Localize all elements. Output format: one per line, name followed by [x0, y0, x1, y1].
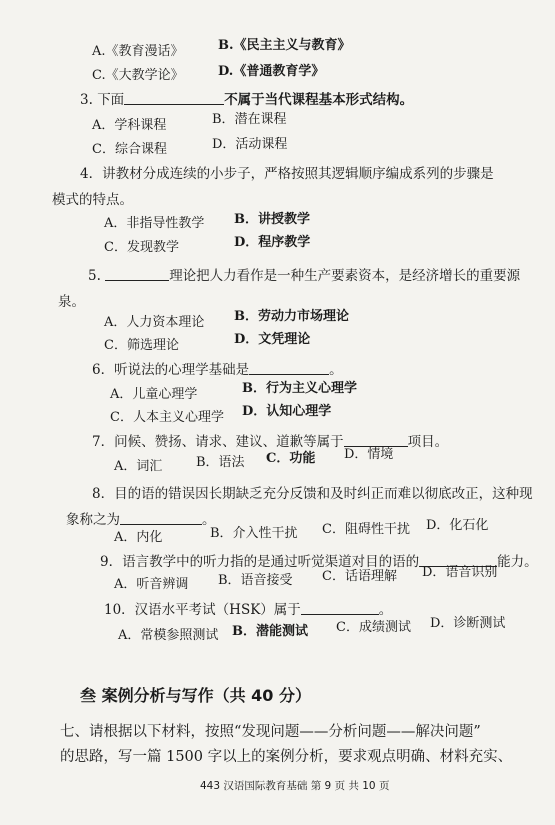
q5-option-a: A．人力资本理论: [104, 315, 205, 330]
q6-option-c: C．人本主义心理学: [110, 410, 224, 425]
q7-option-a: A．词汇: [114, 459, 163, 474]
q8-option-d: D．化石化: [426, 518, 489, 533]
q10-option-c: C．成绩测试: [336, 620, 411, 635]
q8-option-b: B．介入性干扰: [210, 526, 298, 541]
question-4-line-2: 模式的特点。: [52, 192, 133, 208]
q8-option-c: C．阻碍性干扰: [322, 522, 410, 537]
q4-option-d: D．程序教学: [234, 235, 311, 250]
q3-option-d: D．活动课程: [212, 137, 288, 152]
q5-option-b: B．劳动力市场理论: [234, 309, 349, 324]
essay-prompt-line-2: 的思路，写一篇 1500 字以上的案例分析，要求观点明确、材料充实、: [60, 749, 513, 765]
q4-option-b: B．讲授教学: [234, 212, 310, 227]
q9-option-d: D．语音识别: [422, 565, 498, 580]
question-10: 10．汉语水平考试（HSK）属于 。: [104, 602, 393, 618]
question-5-line-2: 泉。: [58, 294, 85, 310]
q5-option-c: C．筛选理论: [104, 338, 179, 353]
q7-option-c: C．功能: [266, 451, 316, 466]
q6-option-a: A．儿童心理学: [110, 387, 198, 402]
q6-option-d: D．认知心理学: [242, 404, 332, 419]
q6-option-b: B．行为主义心理学: [242, 381, 357, 396]
question-9: 9．语言教学中的听力指的是通过听觉渠道对目的语的 能力。: [100, 554, 538, 570]
question-4-line-1: 4．讲教材分成连续的小步子，严格按照其逻辑顺序编成系列的步骤是: [80, 166, 494, 182]
q9-option-b: B．语音接受: [218, 573, 293, 588]
q5-option-d: D．文凭理论: [234, 332, 311, 347]
question-8-line-2: 象称之为 。: [66, 512, 216, 528]
page-footer: 443 汉语国际教育基础 第 9 页 共 10 页: [200, 780, 390, 792]
q2-option-b: B.《民主主义与教育》: [218, 38, 351, 53]
q3-option-c: C．综合课程: [92, 142, 167, 157]
q7-option-d: D．情境: [344, 447, 394, 462]
q2-option-a: A.《教育漫话》: [92, 44, 184, 59]
question-7: 7．问候、赞扬、请求、建议、道歉等属于 项目。: [92, 434, 449, 450]
question-8-line-1: 8．目的语的错误因长期缺乏充分反馈和及时纠正而难以彻底改正，这种现: [92, 486, 533, 502]
q3-option-b: B．潜在课程: [212, 112, 287, 127]
q2-option-c: C.《大教学论》: [92, 68, 184, 83]
q10-option-a: A．常模参照测试: [118, 628, 219, 643]
q4-option-a: A．非指导性教学: [104, 216, 205, 231]
q9-option-a: A．听音辨调: [114, 577, 189, 592]
q2-option-d: D.《普通教育学》: [218, 64, 325, 79]
q8-option-a: A．内化: [114, 530, 163, 545]
q7-option-b: B．语法: [196, 455, 245, 470]
question-3: 3. 下面 不属于当代课程基本形式结构。: [80, 92, 414, 108]
q10-option-b: B．潜能测试: [232, 624, 308, 639]
q9-option-c: C．话语理解: [322, 569, 397, 584]
q10-option-d: D．诊断测试: [430, 616, 506, 631]
question-6: 6．听说法的心理学基础是 。: [92, 362, 343, 378]
section-title: 叁 案例分析与写作（共 40 分）: [80, 686, 311, 705]
question-5: 5. 理论把人力看作是一种生产要素资本，是经济增长的重要源: [88, 268, 521, 284]
q4-option-c: C．发现教学: [104, 240, 179, 255]
essay-prompt-line-1: 七、请根据以下材料，按照“发现问题——分析问题——解决问题”: [60, 724, 481, 740]
q3-option-a: A．学科课程: [92, 118, 167, 133]
